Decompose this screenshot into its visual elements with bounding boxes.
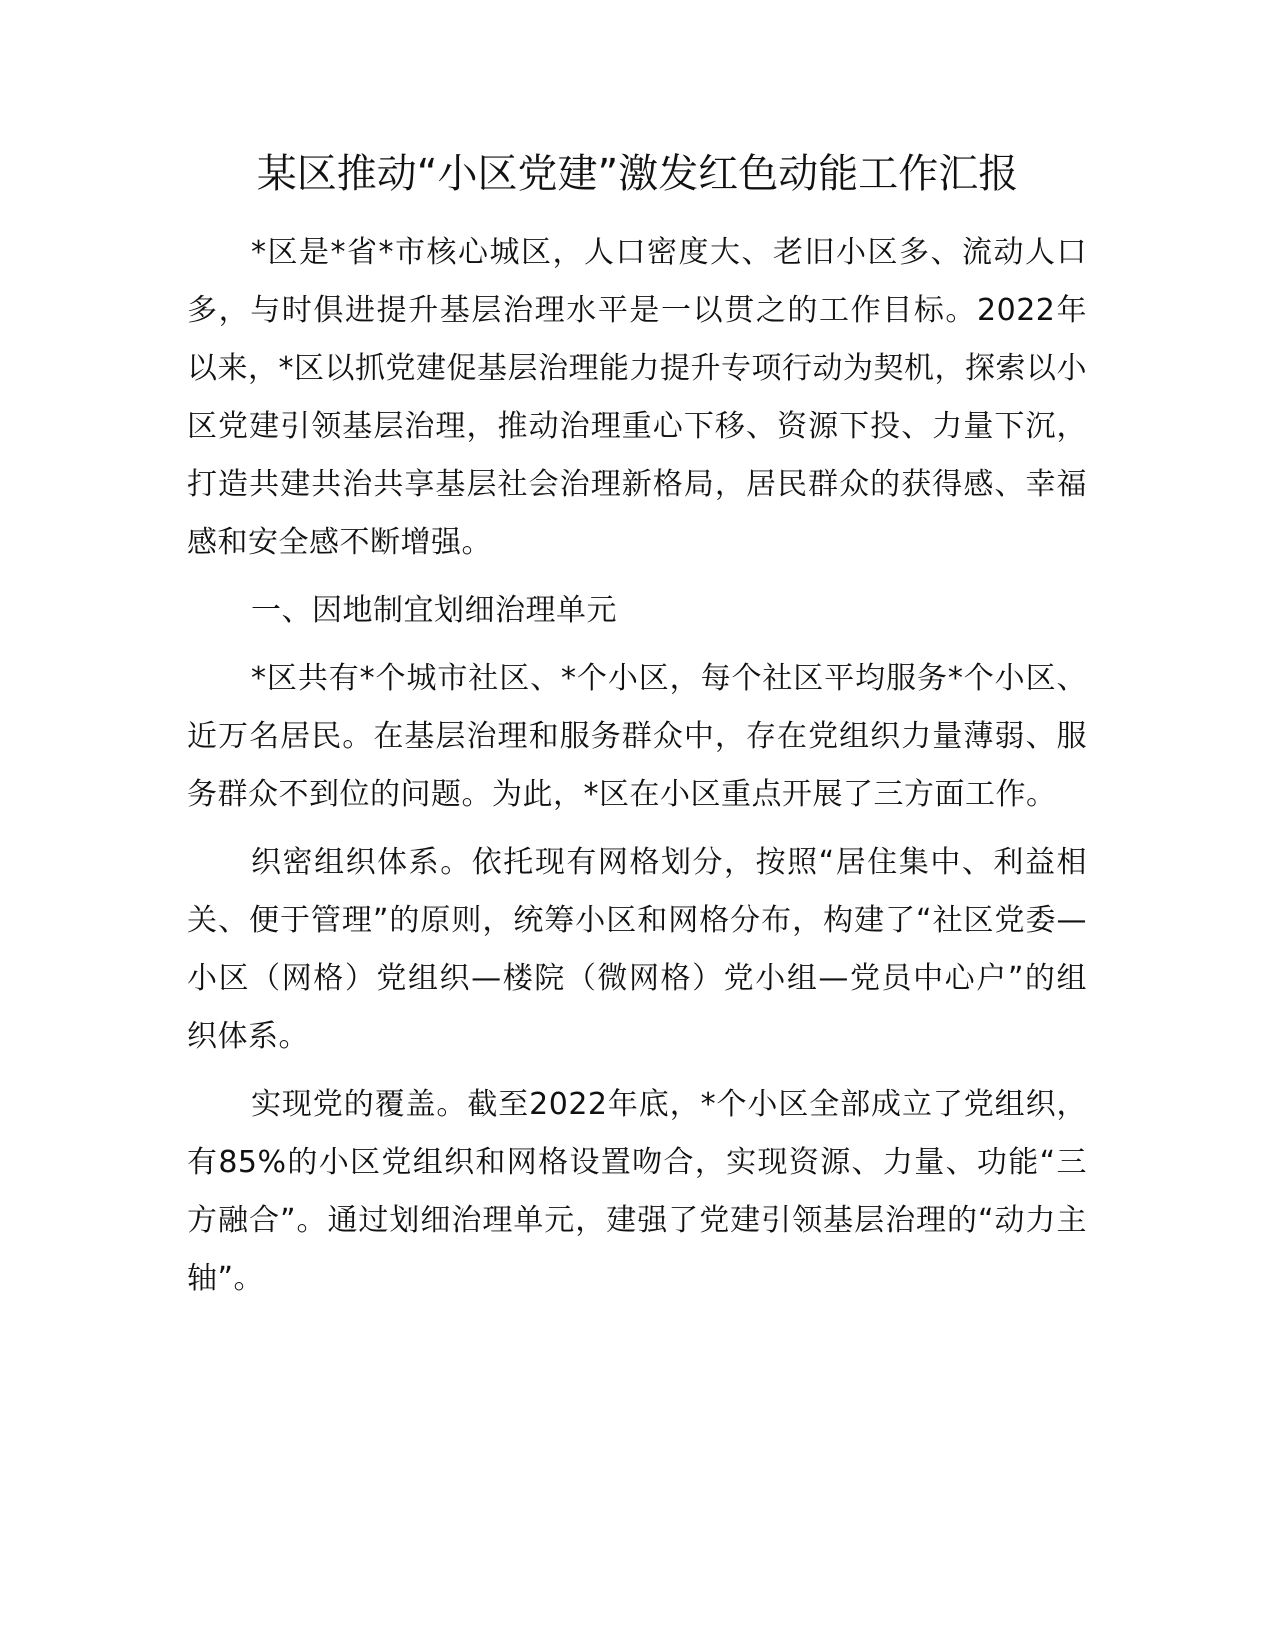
section-paragraph-coverage: 实现党的覆盖。截至2022年底，*个小区全部成立了党组织，有85%的小区党组织和网格设置吻合，实现资源、力量、功能“三方融合”。通过划细治理单元，建强了党建引领基层治理的“动力主轴”。 [187, 1087, 1087, 1296]
section-heading-1: 一、因地制宜划细治理单元 [251, 593, 617, 628]
section-paragraph-organization: 织密组织体系。依托现有网格划分，按照“居住集中、利益相关、便于管理”的原则，统筹小区和网格分布，构建了“社区党委—小区（网格）党组织—楼院（微网格）党小组—党员中心户”的组织体系。 [187, 845, 1087, 1054]
document-title: 某区推动“小区党建”激发红色动能工作汇报 [256, 151, 1019, 197]
section-paragraph-overview: *区共有*个城市社区、*个小区，每个社区平均服务*个小区、近万名居民。在基层治理和服务群众中，存在党组织力量薄弱、服务群众不到位的问题。为此，*区在小区重点开展了三方面工作。 [187, 661, 1087, 812]
intro-paragraph: *区是*省*市核心城区，人口密度大、老旧小区多、流动人口多，与时俱进提升基层治理水平是一以贯之的工作目标。2022年以来，*区以抓党建促基层治理能力提升专项行动为契机，探索以小区党建引领基层治理，推动治理重心下移、资源下投、力量下沉，打造共建共治共享基层社会治理新格局，居民群众的获得感、幸福感和安全感不断增强。 [187, 235, 1087, 560]
document-body [187, 224, 1087, 1318]
